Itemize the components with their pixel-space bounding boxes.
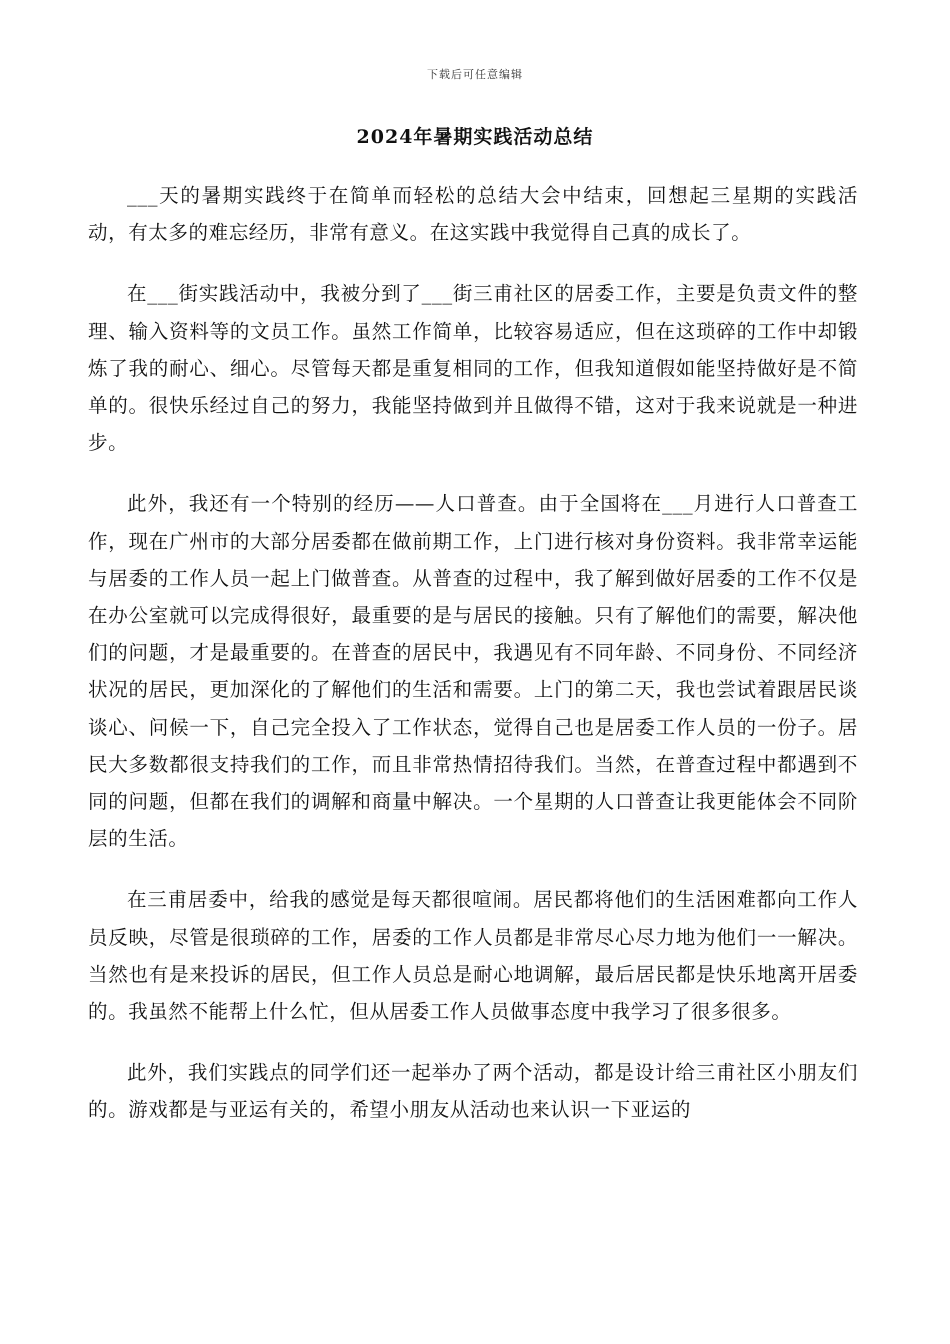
paragraph-4: 在三甫居委中，给我的感觉是每天都很喧闹。居民都将他们的生活困难都向工作人员反映，尽管是很琐碎的工作，居委的工作人员都是非常尽心尽力地为他们一一解决。当然也有是来投诉的居民，但工作人员总是耐心地调解，最后居民都是快乐地离开居委的。我虽然不能帮上什么忙，但从居委工作人员做事态度中我学习了很多很多。	[88, 888, 858, 1024]
header-note: 下载后可任意编辑	[427, 68, 523, 81]
paragraph-2: 在___街实践活动中，我被分到了___街三甫社区的居委工作，主要是负责文件的整理、输入资料等的文员工作。虽然工作简单，比较容易适应，但在这琐碎的工作中却锻炼了我的耐心、细心。尽管每天都是重复相同的工作，但我知道假如能坚持做好是不简单的。很快乐经过自己的努力，我能坚持做到并且做得不错，这对于我来说就是一种进步。	[88, 282, 858, 455]
document-title: 2024年暑期实践活动总结	[356, 126, 594, 148]
paragraph-3: 此外，我还有一个特别的经历——人口普查。由于全国将在___月进行人口普查工作，现在广州市的大部分居委都在做前期工作，上门进行核对身份资料。我非常幸运能与居委的工作人员一起上门做普查。从普查的过程中，我了解到做好居委的工作不仅是在办公室就可以完成得很好，最重要的是与居民的接触。只有了解他们的需要，解决他们的问题，才是最重要的。在普查的居民中，我遇见有不同年龄、不同身份、不同经济状况的居民，更加深化的了解他们的生活和需要。上门的第二天，我也尝试着跟居民谈谈心、问候一下，自己完全投入了工作状态，觉得自己也是居委工作人员的一份子。居民大多数都很支持我们的工作，而且非常热情招待我们。当然，在普查过程中都遇到不同的问题，但都在我们的调解和商量中解决。一个星期的人口普查让我更能体会不同阶层的生活。	[88, 492, 858, 851]
paragraph-5: 此外，我们实践点的同学们还一起举办了两个活动，都是设计给三甫社区小朋友们的。游戏都是与亚运有关的，希望小朋友从活动也来认识一下亚运的	[88, 1061, 858, 1122]
document-body	[88, 177, 858, 1153]
paragraph-1: ___天的暑期实践终于在简单而轻松的总结大会中结束，回想起三星期的实践活动，有太多的难忘经历，非常有意义。在这实践中我觉得自己真的成长了。	[88, 184, 858, 245]
